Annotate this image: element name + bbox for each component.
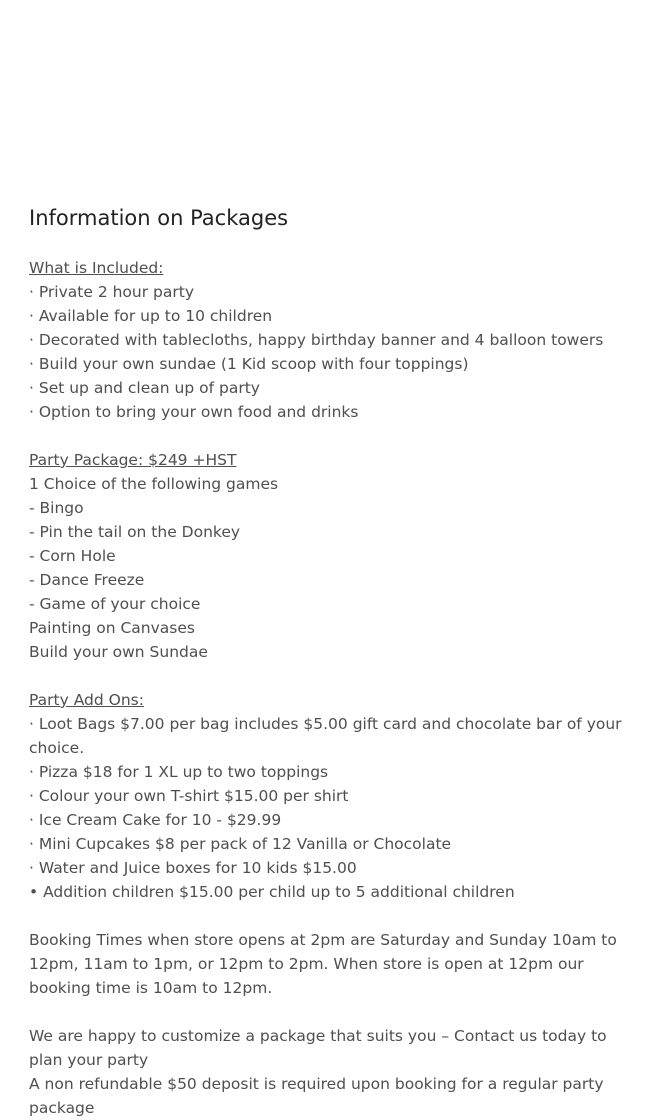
included-item: · Private 2 hour party: [29, 283, 194, 301]
included-item: · Available for up to 10 children: [29, 307, 273, 325]
package-extra: Painting on Canvases: [29, 619, 195, 637]
deposit-note: A non refundable $50 deposit is required upon booking for a regular party package: [29, 1075, 604, 1117]
addon-item: · Colour your own T-shirt $15.00 per shirt: [29, 787, 349, 805]
package-intro: 1 Choice of the following games: [29, 475, 279, 493]
included-item: · Set up and clean up of party: [29, 379, 260, 397]
addon-item: · Loot Bags $7.00 per bag includes $5.00 gift card and chocolate bar of your choice.: [29, 715, 622, 757]
booking-times: Booking Times when store opens at 2pm are Saturday and Sunday 10am to 12pm, 11am to 1pm, or 12pm to 2pm. When store is open at 12pm our booking time is 10am to 12pm.: [29, 931, 617, 997]
addon-item: • Addition children $15.00 per child up to 5 additional children: [29, 883, 515, 901]
game-item: - Dance Freeze: [29, 571, 145, 589]
included-item: · Option to bring your own food and drinks: [29, 403, 359, 421]
customize-note: We are happy to customize a package that suits you – Contact us today to plan your party: [29, 1027, 607, 1069]
addon-item: · Mini Cupcakes $8 per pack of 12 Vanilla or Chocolate: [29, 835, 452, 853]
package-extra: Build your own Sundae: [29, 643, 208, 661]
addon-item: · Ice Cream Cake for 10 - $29.99: [29, 811, 282, 829]
package-info: [29, 256, 633, 1120]
spacer: [29, 664, 633, 688]
game-item: - Bingo: [29, 499, 84, 517]
included-heading: What is Included:: [29, 259, 164, 277]
package-heading: Party Package: $249 +HST: [29, 451, 237, 469]
page-title: Information on Packages: [29, 206, 289, 230]
spacer: [29, 1000, 633, 1024]
addon-item: · Water and Juice boxes for 10 kids $15.00: [29, 859, 357, 877]
addons-heading: Party Add Ons:: [29, 691, 144, 709]
game-item: - Game of your choice: [29, 595, 201, 613]
game-item: - Pin the tail on the Donkey: [29, 523, 241, 541]
included-item: · Decorated with tablecloths, happy birthday banner and 4 balloon towers: [29, 331, 604, 349]
included-item: · Build your own sundae (1 Kid scoop with four toppings): [29, 355, 469, 373]
addon-item: · Pizza $18 for 1 XL up to two toppings: [29, 763, 329, 781]
spacer: [29, 904, 633, 928]
game-item: - Corn Hole: [29, 547, 116, 565]
spacer: [29, 424, 633, 448]
